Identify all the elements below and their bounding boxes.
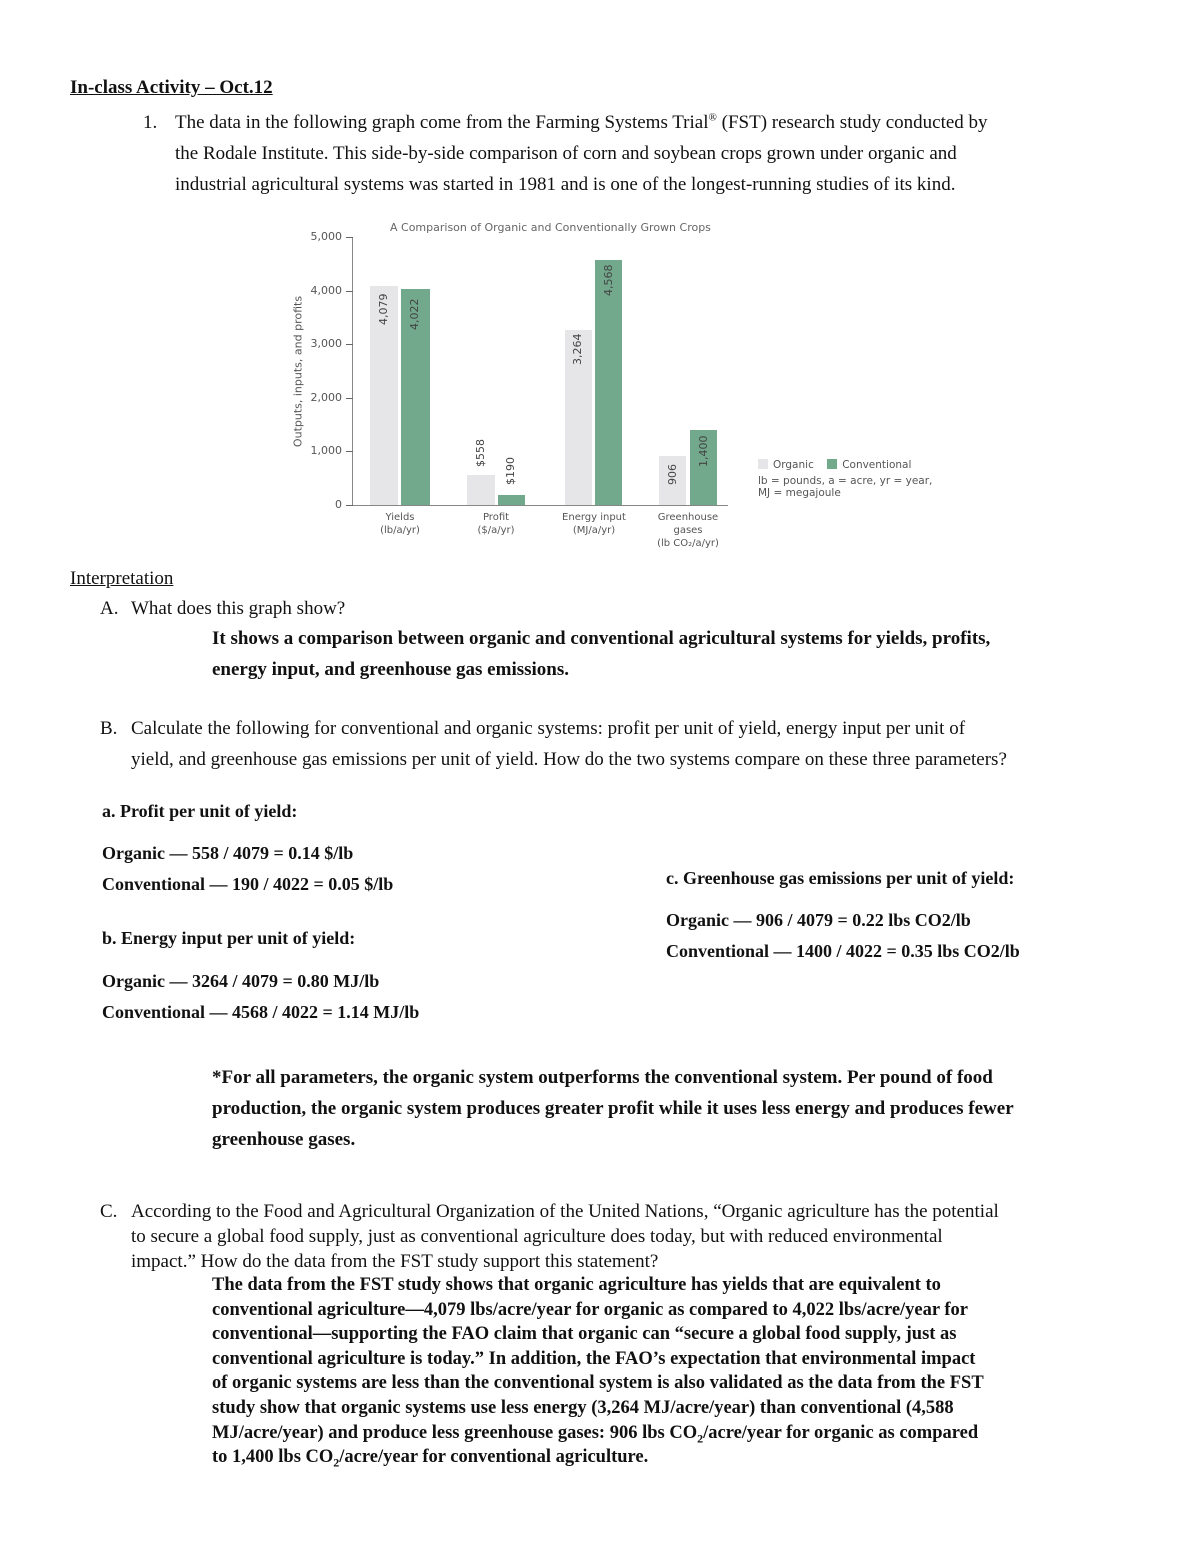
answer-line: conventional agriculture—4,079 lbs/acre/year for organic as compared to 4,022 lbs/acre/year for bbox=[212, 1299, 969, 1320]
calc-b-conventional: Conventional — 4568 / 4022 = 1.14 MJ/lb bbox=[102, 1002, 420, 1022]
x-category-energy bbox=[549, 511, 639, 537]
answer-text: to 1,400 lbs CO bbox=[212, 1447, 334, 1468]
legend-label: Organic bbox=[773, 459, 814, 471]
category-label: Yields bbox=[385, 512, 415, 523]
bar-conventional-energy bbox=[595, 260, 622, 505]
y-tick-label: 0 bbox=[335, 498, 342, 511]
calc-b-heading: b. Energy input per unit of yield: bbox=[102, 928, 356, 948]
category-label: Energy input bbox=[562, 512, 626, 523]
chart-legend bbox=[758, 459, 932, 499]
x-axis bbox=[352, 505, 728, 506]
legend-swatch-organic bbox=[758, 459, 768, 469]
x-category-yields bbox=[355, 511, 445, 537]
y-tick bbox=[346, 344, 353, 345]
summary-b bbox=[212, 1062, 1014, 1155]
legend-swatch-conventional bbox=[827, 459, 837, 469]
summary-line: production, the organic system produces greater profit while it uses less energy and produces fewer bbox=[212, 1098, 1014, 1119]
y-tick-label: 1,000 bbox=[310, 444, 342, 457]
category-label: Greenhouse bbox=[657, 512, 719, 523]
answer-line: energy input, and greenhouse gas emissions. bbox=[212, 659, 570, 680]
legend-label: Conventional bbox=[842, 459, 912, 471]
subscript: 2 bbox=[697, 1431, 704, 1446]
category-label: Profit bbox=[482, 512, 510, 523]
y-tick bbox=[346, 505, 353, 506]
answer-line: conventional agriculture is today.” In addition, the FAO’s expectation that environmental impact bbox=[212, 1348, 976, 1369]
question-letter: C. bbox=[100, 1201, 118, 1222]
bar-value-label: 3,264 bbox=[571, 333, 584, 365]
bar-conventional-profit bbox=[498, 495, 525, 505]
bar-value-label: 4,568 bbox=[602, 264, 615, 296]
calc-b-organic: Organic — 3264 / 4079 = 0.80 MJ/lb bbox=[102, 971, 380, 991]
summary-line: greenhouse gases. bbox=[212, 1129, 356, 1150]
bar-value-label: 4,079 bbox=[377, 293, 390, 325]
question-text: yield, and greenhouse gas emissions per unit of yield. How do the two systems compare on these three parameters? bbox=[131, 749, 1007, 770]
answer-line bbox=[212, 1421, 984, 1446]
intro-line-2: the Rodale Institute. This side-by-side comparison of corn and soybean crops grown under organic and bbox=[175, 143, 957, 164]
summary-line: *For all parameters, the organic system outperforms the conventional system. Per pound of food bbox=[212, 1067, 993, 1088]
answer-line: The data from the FST study shows that organic agriculture has yields that are equivalent to bbox=[212, 1275, 941, 1295]
list-number: 1. bbox=[143, 112, 158, 133]
calc-c-conventional: Conventional — 1400 / 4022 = 0.35 lbs CO2/lb bbox=[666, 941, 1020, 961]
y-tick-label: 5,000 bbox=[310, 230, 342, 243]
answer-text: MJ/acre/year) and produce less greenhouse gases: 906 lbs CO bbox=[212, 1422, 698, 1443]
y-tick bbox=[346, 398, 353, 399]
y-tick-label: 4,000 bbox=[310, 284, 342, 297]
answer-line: study show that organic systems use less energy (3,264 MJ/acre/year) than conventional (4,588 bbox=[212, 1397, 954, 1418]
answer-line: of organic systems are less than the conventional system is also validated as the data from the FST bbox=[212, 1373, 984, 1394]
calc-c-organic: Organic — 906 / 4079 = 0.22 lbs CO2/lb bbox=[666, 910, 971, 930]
legend-item-conventional bbox=[827, 459, 911, 471]
bar-value-label: 906 bbox=[666, 464, 679, 485]
bar-chart bbox=[280, 215, 940, 565]
bar-organic-profit bbox=[467, 475, 495, 505]
calc-a-conventional: Conventional — 190 / 4022 = 0.05 $/lb bbox=[102, 874, 394, 894]
intro-text: The data in the following graph come from the Farming Systems Trial bbox=[175, 112, 709, 133]
x-category-ghg bbox=[643, 511, 733, 550]
answer-line: It shows a comparison between organic and conventional agricultural systems for yields, profits, bbox=[212, 628, 991, 649]
registered-mark: ® bbox=[708, 111, 717, 124]
category-unit: (MJ/a/yr) bbox=[572, 525, 616, 536]
x-category-profit bbox=[451, 511, 541, 537]
legend-note-line: MJ = megajoule bbox=[758, 487, 841, 499]
category-unit: (lb/a/yr) bbox=[380, 525, 420, 536]
y-tick-label: 3,000 bbox=[310, 337, 342, 350]
intro-line-3: industrial agricultural systems was started in 1981 and is one of the longest-running studies of its kind. bbox=[175, 174, 956, 195]
y-axis-label: Outputs, inputs, and profits bbox=[291, 295, 305, 448]
answer-line: conventional—supporting the FAO claim that organic can “secure a global food supply, just as bbox=[212, 1324, 957, 1345]
answer-line bbox=[212, 1445, 984, 1470]
calc-a-heading: a. Profit per unit of yield: bbox=[102, 801, 298, 821]
chart-title: A Comparison of Organic and Conventionally Grown Crops bbox=[390, 221, 711, 234]
bar-value-label: 1,400 bbox=[697, 435, 710, 467]
section-heading: Interpretation bbox=[70, 568, 174, 589]
legend-note-line: lb = pounds, a = acre, yr = year, bbox=[758, 475, 933, 487]
legend-note bbox=[758, 475, 932, 499]
answer-text: /acre/year for organic as compared bbox=[703, 1422, 979, 1443]
calc-c-heading: c. Greenhouse gas emissions per unit of yield: bbox=[666, 868, 1015, 888]
y-tick bbox=[346, 451, 353, 452]
category-label: gases bbox=[673, 525, 703, 536]
answer-text: /acre/year for conventional agriculture. bbox=[339, 1447, 649, 1468]
question-text: What does this graph show? bbox=[131, 598, 346, 619]
question-text: to secure a global food supply, just as conventional agriculture does today, but with reduced environmental bbox=[131, 1226, 943, 1247]
question-text: impact.” How do the data from the FST study support this statement? bbox=[131, 1251, 659, 1272]
y-tick-label: 2,000 bbox=[310, 391, 342, 404]
question-text: Calculate the following for conventional and organic systems: profit per unit of yield, energy input per unit of bbox=[131, 718, 966, 739]
category-unit: ($/a/yr) bbox=[477, 525, 515, 536]
calc-a-organic: Organic — 558 / 4079 = 0.14 $/lb bbox=[102, 843, 354, 863]
page-title: In-class Activity – Oct.12 bbox=[70, 77, 273, 98]
answer-a bbox=[212, 623, 990, 685]
legend-item-organic bbox=[758, 459, 814, 471]
category-unit: (lb CO₂/a/yr) bbox=[657, 538, 719, 549]
question-text: According to the Food and Agricultural Organization of the United Nations, “Organic agriculture has the potential bbox=[131, 1201, 999, 1222]
question-letter: B. bbox=[100, 718, 118, 739]
subscript: 2 bbox=[333, 1455, 340, 1470]
intro-text: (FST) research study conducted by bbox=[716, 112, 988, 133]
y-axis bbox=[352, 237, 353, 505]
y-tick bbox=[346, 291, 353, 292]
intro-line-1 bbox=[175, 107, 988, 138]
bar-value-label: $558 bbox=[474, 439, 487, 467]
bar-value-label: $190 bbox=[504, 457, 517, 485]
bar-value-label: 4,022 bbox=[408, 298, 421, 330]
question-letter: A. bbox=[100, 598, 119, 619]
y-tick bbox=[346, 237, 353, 238]
answer-c bbox=[212, 1273, 984, 1470]
